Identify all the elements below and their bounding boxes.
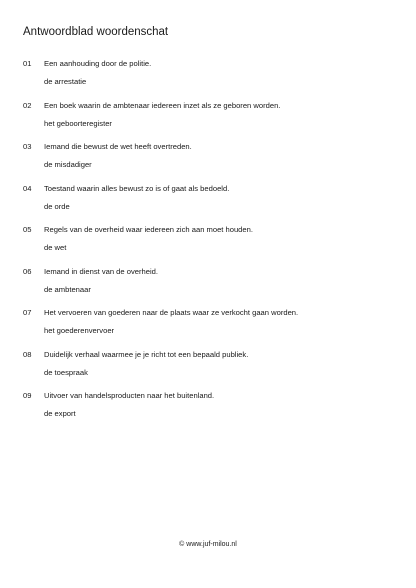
item-number: 03 xyxy=(23,142,32,151)
list-item xyxy=(0,97,416,139)
item-question: Een aanhouding door de politie. xyxy=(44,59,152,68)
item-number: 01 xyxy=(23,59,32,68)
item-number: 09 xyxy=(23,391,32,400)
answer-list xyxy=(0,55,416,429)
item-question: Iemand in dienst van de overheid. xyxy=(44,266,158,276)
item-question: Duidelijk verhaal waarmee je je richt tot een bepaald publiek. xyxy=(44,349,249,359)
item-question: Het vervoeren van goederen naar de plaats waar ze verkocht gaan worden. xyxy=(44,308,299,317)
list-item xyxy=(0,55,416,97)
item-question: Een boek waarin de ambtenaar iedereen inzet als ze geboren worden. xyxy=(44,100,281,110)
list-item xyxy=(0,304,416,346)
item-number: 04 xyxy=(23,183,32,193)
item-answer: de arrestatie xyxy=(44,77,87,86)
list-item xyxy=(0,138,416,180)
list-item xyxy=(0,346,416,388)
list-item xyxy=(0,387,416,429)
item-number: 02 xyxy=(23,100,32,110)
item-question: Uitvoer van handelsproducten naar het buitenland. xyxy=(44,391,215,400)
item-answer: de ambtenaar xyxy=(44,284,91,294)
list-item xyxy=(0,263,416,305)
item-answer: het geboorteregister xyxy=(44,118,112,128)
item-number: 07 xyxy=(23,308,32,317)
item-answer: de orde xyxy=(44,201,70,211)
item-answer: de toespraak xyxy=(44,367,88,377)
item-answer: het goederenvervoer xyxy=(44,326,115,335)
list-item xyxy=(0,221,416,263)
page-title: Antwoordblad woordenschat xyxy=(23,26,169,38)
item-answer: de misdadiger xyxy=(44,160,92,169)
item-question: Regels van de overheid waar iedereen zich aan moet houden. xyxy=(44,225,253,234)
item-answer: de export xyxy=(44,409,76,418)
list-item xyxy=(0,180,416,222)
item-number: 06 xyxy=(23,266,32,276)
item-answer: de wet xyxy=(44,243,67,252)
item-number: 08 xyxy=(23,349,32,359)
footer-copyright: © www.juf-milou.nl xyxy=(179,541,237,548)
item-question: Iemand die bewust de wet heeft overtreden. xyxy=(44,142,192,151)
item-number: 05 xyxy=(23,225,32,234)
item-question: Toestand waarin alles bewust zo is of gaat als bedoeld. xyxy=(44,183,230,193)
